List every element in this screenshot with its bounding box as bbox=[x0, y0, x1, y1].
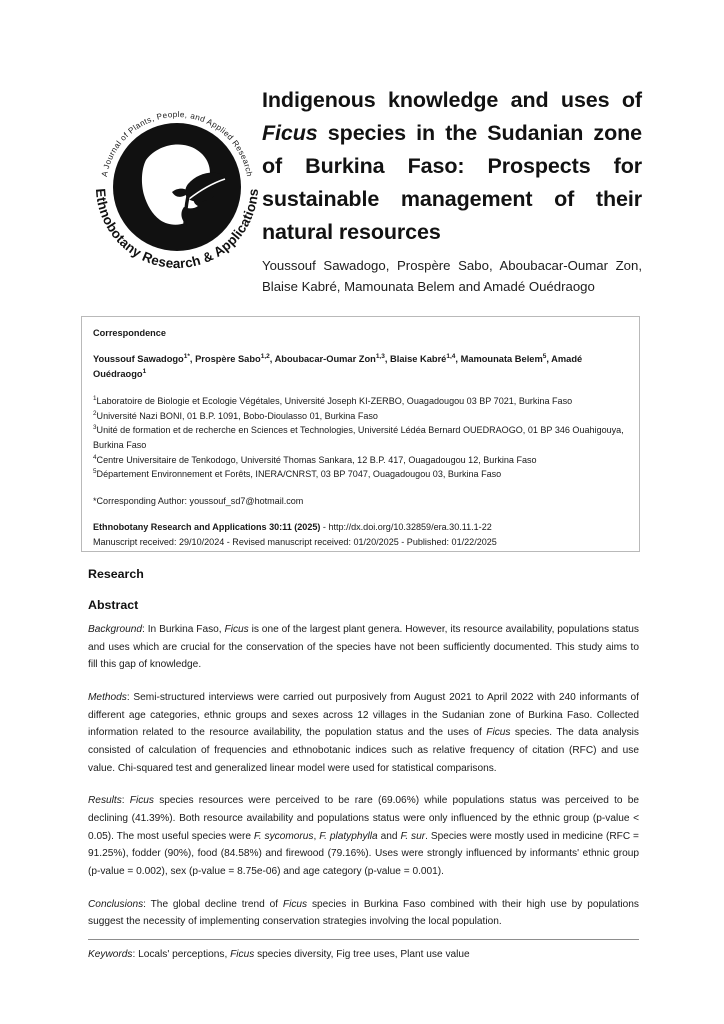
title-genus: Ficus bbox=[262, 120, 318, 145]
svg-text:A Journal of Plants, People, a: A Journal of Plants, People, and Applied Research bbox=[99, 109, 255, 178]
abstract-background: Background: In Burkina Faso, Ficus is one of the largest plant genera. However, its resource availability, populations status and uses which are crucial for the conservation of the species have not been sufficiently documented. This study aims to fill this gap of knowledge. bbox=[88, 624, 639, 671]
footer-divider bbox=[88, 939, 639, 940]
affiliation-text: Université Nazi BONI, 01 B.P. 1091, Bobo-Dioulasso 01, Burkina Faso bbox=[96, 410, 378, 421]
research-heading: Research bbox=[88, 567, 144, 581]
title-line-4: sustainable management of their bbox=[262, 186, 642, 211]
page-title bbox=[262, 84, 642, 248]
journal-logo-icon bbox=[84, 92, 270, 278]
corresponding-author-email[interactable]: *Corresponding Author: youssouf_sd7@hotmail.com bbox=[93, 496, 304, 507]
journal-logo bbox=[84, 92, 270, 278]
affiliation-item bbox=[93, 409, 627, 424]
affiliation-item bbox=[93, 423, 627, 452]
affiliation-marker: 3 bbox=[93, 424, 97, 432]
affiliation-text: Unité de formation et de recherche en Sciences et Technologies, Université Lédéa Bernard OUEDRAOGO, 01 BP 346 Ouahigouya, Burkina Faso bbox=[93, 425, 624, 451]
affiliation-item bbox=[93, 453, 627, 468]
manuscript-dates: Manuscript received: 29/10/2024 - Revised manuscript received: 01/20/2025 - Published: 01/22/2025 bbox=[93, 536, 497, 547]
methods-label: Methods bbox=[88, 692, 127, 704]
affiliation-list bbox=[93, 394, 627, 482]
conclusions-label: Conclusions bbox=[88, 898, 144, 910]
affiliation-marker: 2 bbox=[93, 409, 97, 417]
background-label: Background bbox=[88, 624, 143, 635]
abstract-methods: Methods: Semi-structured interviews were carried out purposively from August 2021 to April 2022 with 240 informants of different age categories, ethnic groups and sexes across 12 villages in the Sudanian zone of Burkina Faso. Collected information related to the resource availability, the population status and the uses of Ficus species. The data analysis consisted of calculation of frequencies and ethnobotanic indices such as relative frequency of citation (RFC) and use value. Chi-squared test and generalized linear model were used for statistical comparisons. bbox=[88, 692, 639, 774]
keywords-label: Keywords bbox=[88, 949, 133, 961]
affiliation-item bbox=[93, 467, 627, 482]
affiliation-text: Centre Universitaire de Tenkodogo, Université Thomas Sankara, 12 B.P. 417, Ouagadougou 12, Burkina Faso bbox=[96, 454, 537, 465]
affiliation-marker: 5 bbox=[93, 468, 97, 476]
abstract-results: Results: Ficus species resources were perceived to be rare (69.06%) while populations status was perceived to be declining (41.39%). Both resource availability and populations status were only influenced by the ethnic group (p-value < 0.05). The most useful species were F. sycomorus, F. platyphylla and F. sur. Species were mostly used in medicine (RFC = 91.25%), fodder (90%), food (84.58%) and firewood (79.16%). Uses were strongly influenced by informants' ethnic group (p-value = 0.002), sex (p-value = 8.75e-06) and age category (p-value = 0.001). bbox=[88, 795, 639, 878]
paper-header bbox=[0, 78, 724, 308]
abstract-heading: Abstract bbox=[88, 598, 139, 612]
journal-citation bbox=[93, 520, 627, 535]
title-block bbox=[262, 84, 642, 297]
abstract-conclusions: Conclusions: The global decline trend of Ficus species in Burkina Faso combined with their high use by populations suggest the necessity of implementing conservation strategies involving the local population. bbox=[88, 898, 639, 928]
correspondence-box bbox=[81, 316, 640, 552]
affiliation-marker: 4 bbox=[93, 453, 97, 461]
results-label: Results bbox=[88, 795, 122, 807]
affiliation-item bbox=[93, 394, 627, 409]
journal-citation-volume: Ethnobotany Research and Applications 30:11 (2025) bbox=[93, 522, 321, 533]
abstract-keywords: Keywords: Locals' perceptions, Ficus species diversity, Fig tree uses, Plant use value bbox=[88, 949, 470, 961]
affiliation-marker: 1 bbox=[93, 395, 97, 403]
title-line-5: natural resources bbox=[262, 219, 441, 244]
abstract-content bbox=[88, 567, 639, 964]
author-byline: Youssouf Sawadogo, Prospère Sabo, Aboubacar-Oumar Zon, Blaise Kabré, Mamounata Belem and Amadé Ouédraogo bbox=[262, 258, 642, 294]
affiliation-text: Laboratoire de Biologie et Ecologie Végétales, Université Joseph KI-ZERBO, Ouagadougou 03 BP 7021, Burkina Faso bbox=[96, 396, 573, 407]
correspondence-authors: Youssouf Sawadogo$^{1*}$, Prospère Sabo$^{1,2}$, Aboubacar-Oumar Zon$^{1,3}$, Blaise Kabré$^{1,4}$, Mamounata Belem$^5$, Amadé Ouédraogo$^1$ bbox=[93, 352, 583, 379]
title-line-1: Indigenous knowledge and uses of bbox=[262, 88, 642, 112]
svg-text:Ethnobotany Research & Applica: Ethnobotany Research & Applications bbox=[92, 187, 262, 271]
correspondence-heading: Correspondence bbox=[93, 328, 167, 338]
title-line-3: Burkina Faso: Prospects for bbox=[305, 153, 642, 178]
journal-citation-doi[interactable]: - http://dx.doi.org/10.32859/era.30.11.1-22 bbox=[320, 522, 492, 533]
title-line-2: species in the Sudanian zone of bbox=[262, 120, 642, 178]
affiliation-text: Département Environnement et Forêts, INERA/CNRST, 03 BP 7047, Ouagadougou 03, Burkina Faso bbox=[96, 469, 502, 480]
